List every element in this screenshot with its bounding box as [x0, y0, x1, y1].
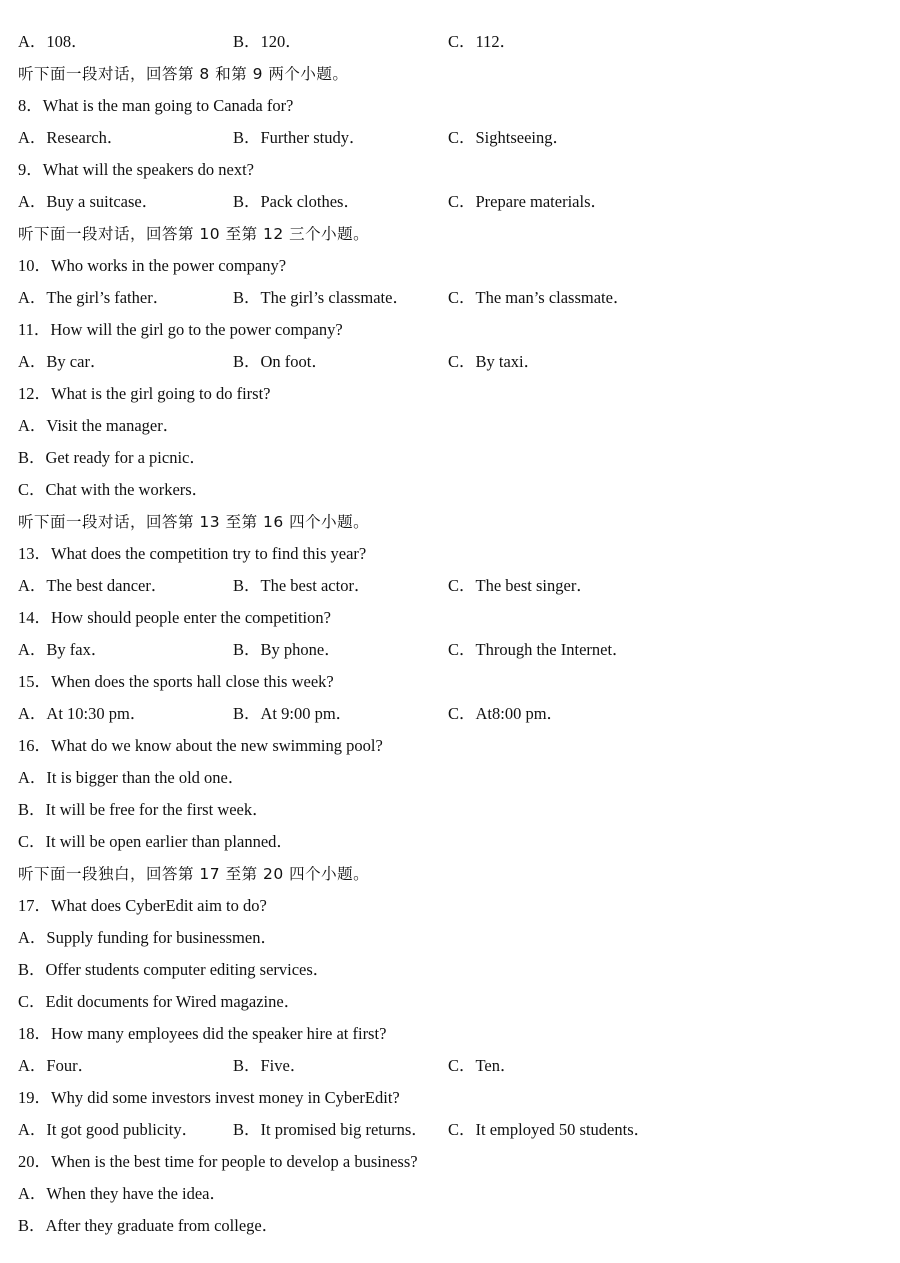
option-b: B．By phone．: [233, 640, 341, 659]
option-row: [18, 286, 882, 310]
option-text: B．After they graduate from college．: [18, 1216, 279, 1235]
option-b: B．The girl’s classmate．: [233, 288, 409, 307]
option-text: A．It is bigger than the old one．: [18, 768, 245, 787]
question-text: 8．What is the man going to Canada for?: [18, 96, 294, 115]
option-text: A．When they have the idea．: [18, 1184, 227, 1203]
option-b: B．Five．: [233, 1056, 307, 1075]
question-text: 10．Who works in the power company?: [18, 256, 287, 275]
option-row: [18, 190, 882, 214]
option-text: C．It will be open earlier than planned．: [18, 832, 293, 851]
option-text: B．It will be free for the first week．: [18, 800, 269, 819]
option-c: C．The man’s classmate．: [448, 288, 630, 307]
option-a: A．At 10:30 pm．: [18, 704, 147, 723]
question-text: 9．What will the speakers do next?: [18, 160, 254, 179]
option-a: A．It got good publicity．: [18, 1120, 199, 1139]
question-text: 12．What is the girl going to do first?: [18, 384, 271, 403]
option-c: C．Ten．: [448, 1056, 517, 1075]
option-text: C．Chat with the workers．: [18, 480, 209, 499]
option-row: [18, 638, 882, 662]
option-b: B．At 9:00 pm．: [233, 704, 353, 723]
section-instruction: 听下面一段对话，回答第 8 和第 9 两个小题。: [18, 65, 349, 83]
option-c: C．It employed 50 students．: [448, 1120, 651, 1139]
option-a: A．The girl’s father．: [18, 288, 170, 307]
option-row: [18, 1054, 882, 1078]
question-text: 16．What do we know about the new swimming pool?: [18, 736, 383, 755]
option-c: C．Prepare materials．: [448, 192, 607, 211]
option-b: B．Further study．: [233, 128, 366, 147]
option-c: C．Through the Internet．: [448, 640, 629, 659]
option-text: B．Offer students computer editing services．: [18, 960, 330, 979]
question-text: 15．When does the sports hall close this week?: [18, 672, 334, 691]
section-instruction: 听下面一段对话，回答第 10 至第 12 三个小题。: [18, 225, 370, 243]
option-b: B．120．: [233, 32, 302, 51]
question-text: 13．What does the competition try to find this year?: [18, 544, 367, 563]
option-a: A．By car．: [18, 352, 107, 371]
option-a: A．By fax．: [18, 640, 108, 659]
option-row: [18, 1118, 882, 1142]
option-c: C．By taxi．: [448, 352, 541, 371]
option-row: [18, 350, 882, 374]
question-text: 18．How many employees did the speaker hire at first?: [18, 1024, 387, 1043]
option-c: C．112．: [448, 32, 517, 51]
option-text: A．Supply funding for businessmen．: [18, 928, 277, 947]
option-b: B．It promised big returns．: [233, 1120, 428, 1139]
section-instruction: 听下面一段独白，回答第 17 至第 20 四个小题。: [18, 865, 370, 883]
option-a: A．Four．: [18, 1056, 95, 1075]
option-a: A．Buy a suitcase．: [18, 192, 159, 211]
section-instruction: 听下面一段对话，回答第 13 至第 16 四个小题。: [18, 513, 370, 531]
option-c: C．At8:00 pm．: [448, 704, 564, 723]
option-b: B．Pack clothes．: [233, 192, 360, 211]
option-c: C．The best singer．: [448, 576, 593, 595]
question-text: 17．What does CyberEdit aim to do?: [18, 896, 267, 915]
option-a: A．108．: [18, 32, 88, 51]
option-b: B．On foot．: [233, 352, 328, 371]
option-row: [18, 126, 882, 150]
question-text: 19．Why did some investors invest money in CyberEdit?: [18, 1088, 400, 1107]
question-text: 11．How will the girl go to the power company?: [18, 320, 343, 339]
option-row: [18, 574, 882, 598]
option-c: C．Sightseeing．: [448, 128, 570, 147]
question-text: 20．When is the best time for people to develop a business?: [18, 1152, 418, 1171]
option-a: A．The best dancer．: [18, 576, 168, 595]
option-row: [18, 702, 882, 726]
option-text: C．Edit documents for Wired magazine．: [18, 992, 301, 1011]
question-text: 14．How should people enter the competition?: [18, 608, 331, 627]
option-text: A．Visit the manager．: [18, 416, 180, 435]
option-row: [18, 30, 882, 54]
option-text: B．Get ready for a picnic．: [18, 448, 206, 467]
option-b: B．The best actor．: [233, 576, 371, 595]
option-a: A．Research．: [18, 128, 124, 147]
